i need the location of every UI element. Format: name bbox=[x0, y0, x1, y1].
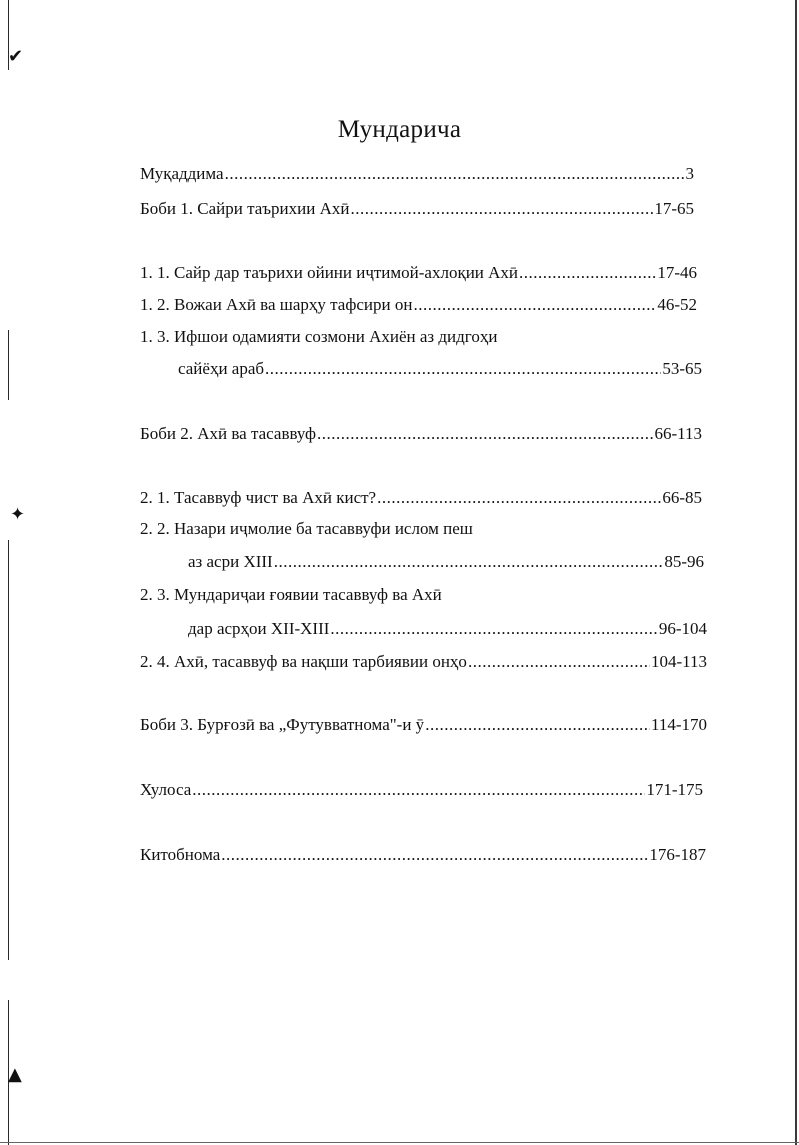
binding-edge-line-upper bbox=[8, 330, 9, 400]
toc-entry-pages: 171-175 bbox=[646, 780, 703, 799]
toc-leader-dots bbox=[413, 294, 656, 316]
toc-leader-dots bbox=[221, 844, 648, 866]
toc-leader-dots bbox=[225, 163, 685, 185]
toc-entry-label: 2. 1. Тасаввуф чист ва Ахӣ кист? bbox=[140, 488, 377, 507]
toc-entry-pages: 85-96 bbox=[664, 552, 704, 571]
toc-entry bbox=[188, 551, 704, 573]
toc-entry bbox=[188, 618, 707, 640]
toc-leader-dots bbox=[468, 651, 650, 673]
toc-entry-label: Хулоса bbox=[140, 780, 192, 799]
toc-entry-label: Китобнома bbox=[140, 845, 221, 864]
toc-leader-dots bbox=[265, 358, 661, 380]
toc-leader-dots bbox=[192, 779, 645, 801]
scan-edge-bottom bbox=[0, 1142, 799, 1143]
toc-entry bbox=[140, 651, 707, 673]
toc-entry bbox=[140, 262, 697, 284]
toc-leader-dots bbox=[350, 198, 653, 220]
toc-entry-label: Боби 2. Ахӣ ва тасаввуф bbox=[140, 424, 317, 443]
toc-entry-first-line: 1. 3. Ифшои одамияти созмони Ахиён аз дидгоҳи bbox=[140, 327, 498, 346]
toc-entry-pages: 96-104 bbox=[658, 619, 707, 638]
toc-leader-dots bbox=[519, 262, 656, 284]
toc-entry-pages: 66-113 bbox=[654, 424, 702, 443]
toc-entry bbox=[140, 714, 707, 736]
scan-edge-right bbox=[795, 0, 797, 1145]
toc-entry bbox=[140, 779, 703, 801]
toc-leader-dots bbox=[425, 714, 650, 736]
toc-leader-dots bbox=[330, 618, 657, 640]
toc-entry bbox=[178, 358, 702, 380]
binding-mark-icon: ✦ bbox=[10, 504, 26, 525]
toc-leader-dots bbox=[317, 423, 653, 445]
toc-entry bbox=[140, 487, 702, 509]
toc-entry-pages: 53-65 bbox=[662, 359, 702, 378]
toc-entry-pages: 3 bbox=[685, 164, 694, 183]
toc-entry bbox=[140, 844, 706, 866]
toc-entry-label: 2. 4. Ахӣ, тасаввуф ва нақши тарбиявии онҳо bbox=[140, 652, 467, 671]
toc-entry-pages: 104-113 bbox=[650, 652, 707, 671]
toc-entry bbox=[140, 198, 694, 220]
toc-entry bbox=[140, 163, 694, 185]
toc-entry-label: дар асрҳои XII-XIII bbox=[188, 619, 330, 638]
toc-entry-pages: 46-52 bbox=[657, 295, 697, 314]
toc-entry bbox=[140, 423, 702, 445]
toc-entry-label: Боби 3. Бурғозӣ ва „Футувватнома"-и ӯ bbox=[140, 715, 425, 734]
toc-entry-label: аз асри XIII bbox=[188, 552, 273, 571]
toc-leader-dots bbox=[274, 551, 664, 573]
binding-edge-line-middle bbox=[8, 540, 9, 960]
binding-mark-icon: ▲ bbox=[8, 1064, 22, 1085]
toc-leader-dots bbox=[377, 487, 661, 509]
page-title: Мундарича bbox=[337, 116, 462, 143]
toc-entry-pages: 17-65 bbox=[654, 199, 694, 218]
binding-mark-icon: ✔ bbox=[8, 46, 24, 67]
toc-entry-pages: 176-187 bbox=[649, 845, 706, 864]
toc-entry-pages: 17-46 bbox=[657, 263, 697, 282]
toc-entry bbox=[140, 294, 697, 316]
toc-entry-pages: 66-85 bbox=[662, 488, 702, 507]
toc-entry-label: Муқаддима bbox=[140, 164, 224, 183]
toc-entry-first-line: 2. 2. Назари иҷмолие ба тасаввуфи ислом пеш bbox=[140, 519, 473, 538]
toc-entry-pages: 114-170 bbox=[650, 715, 707, 734]
toc-entry-label: 1. 1. Сайр дар таърихи ойини иҷтимой-ахлоқии Ахӣ bbox=[140, 263, 519, 282]
toc-entry-label: 1. 2. Вожаи Ахӣ ва шарҳу тафсири он bbox=[140, 295, 413, 314]
toc-entry-first-line: 2. 3. Мундариҷаи ғоявии тасаввуф ва Ахӣ bbox=[140, 585, 442, 604]
toc-entry-label: сайёҳи араб bbox=[178, 359, 265, 378]
toc-entry-label: Боби 1. Сайри таърихии Ахӣ bbox=[140, 199, 350, 218]
